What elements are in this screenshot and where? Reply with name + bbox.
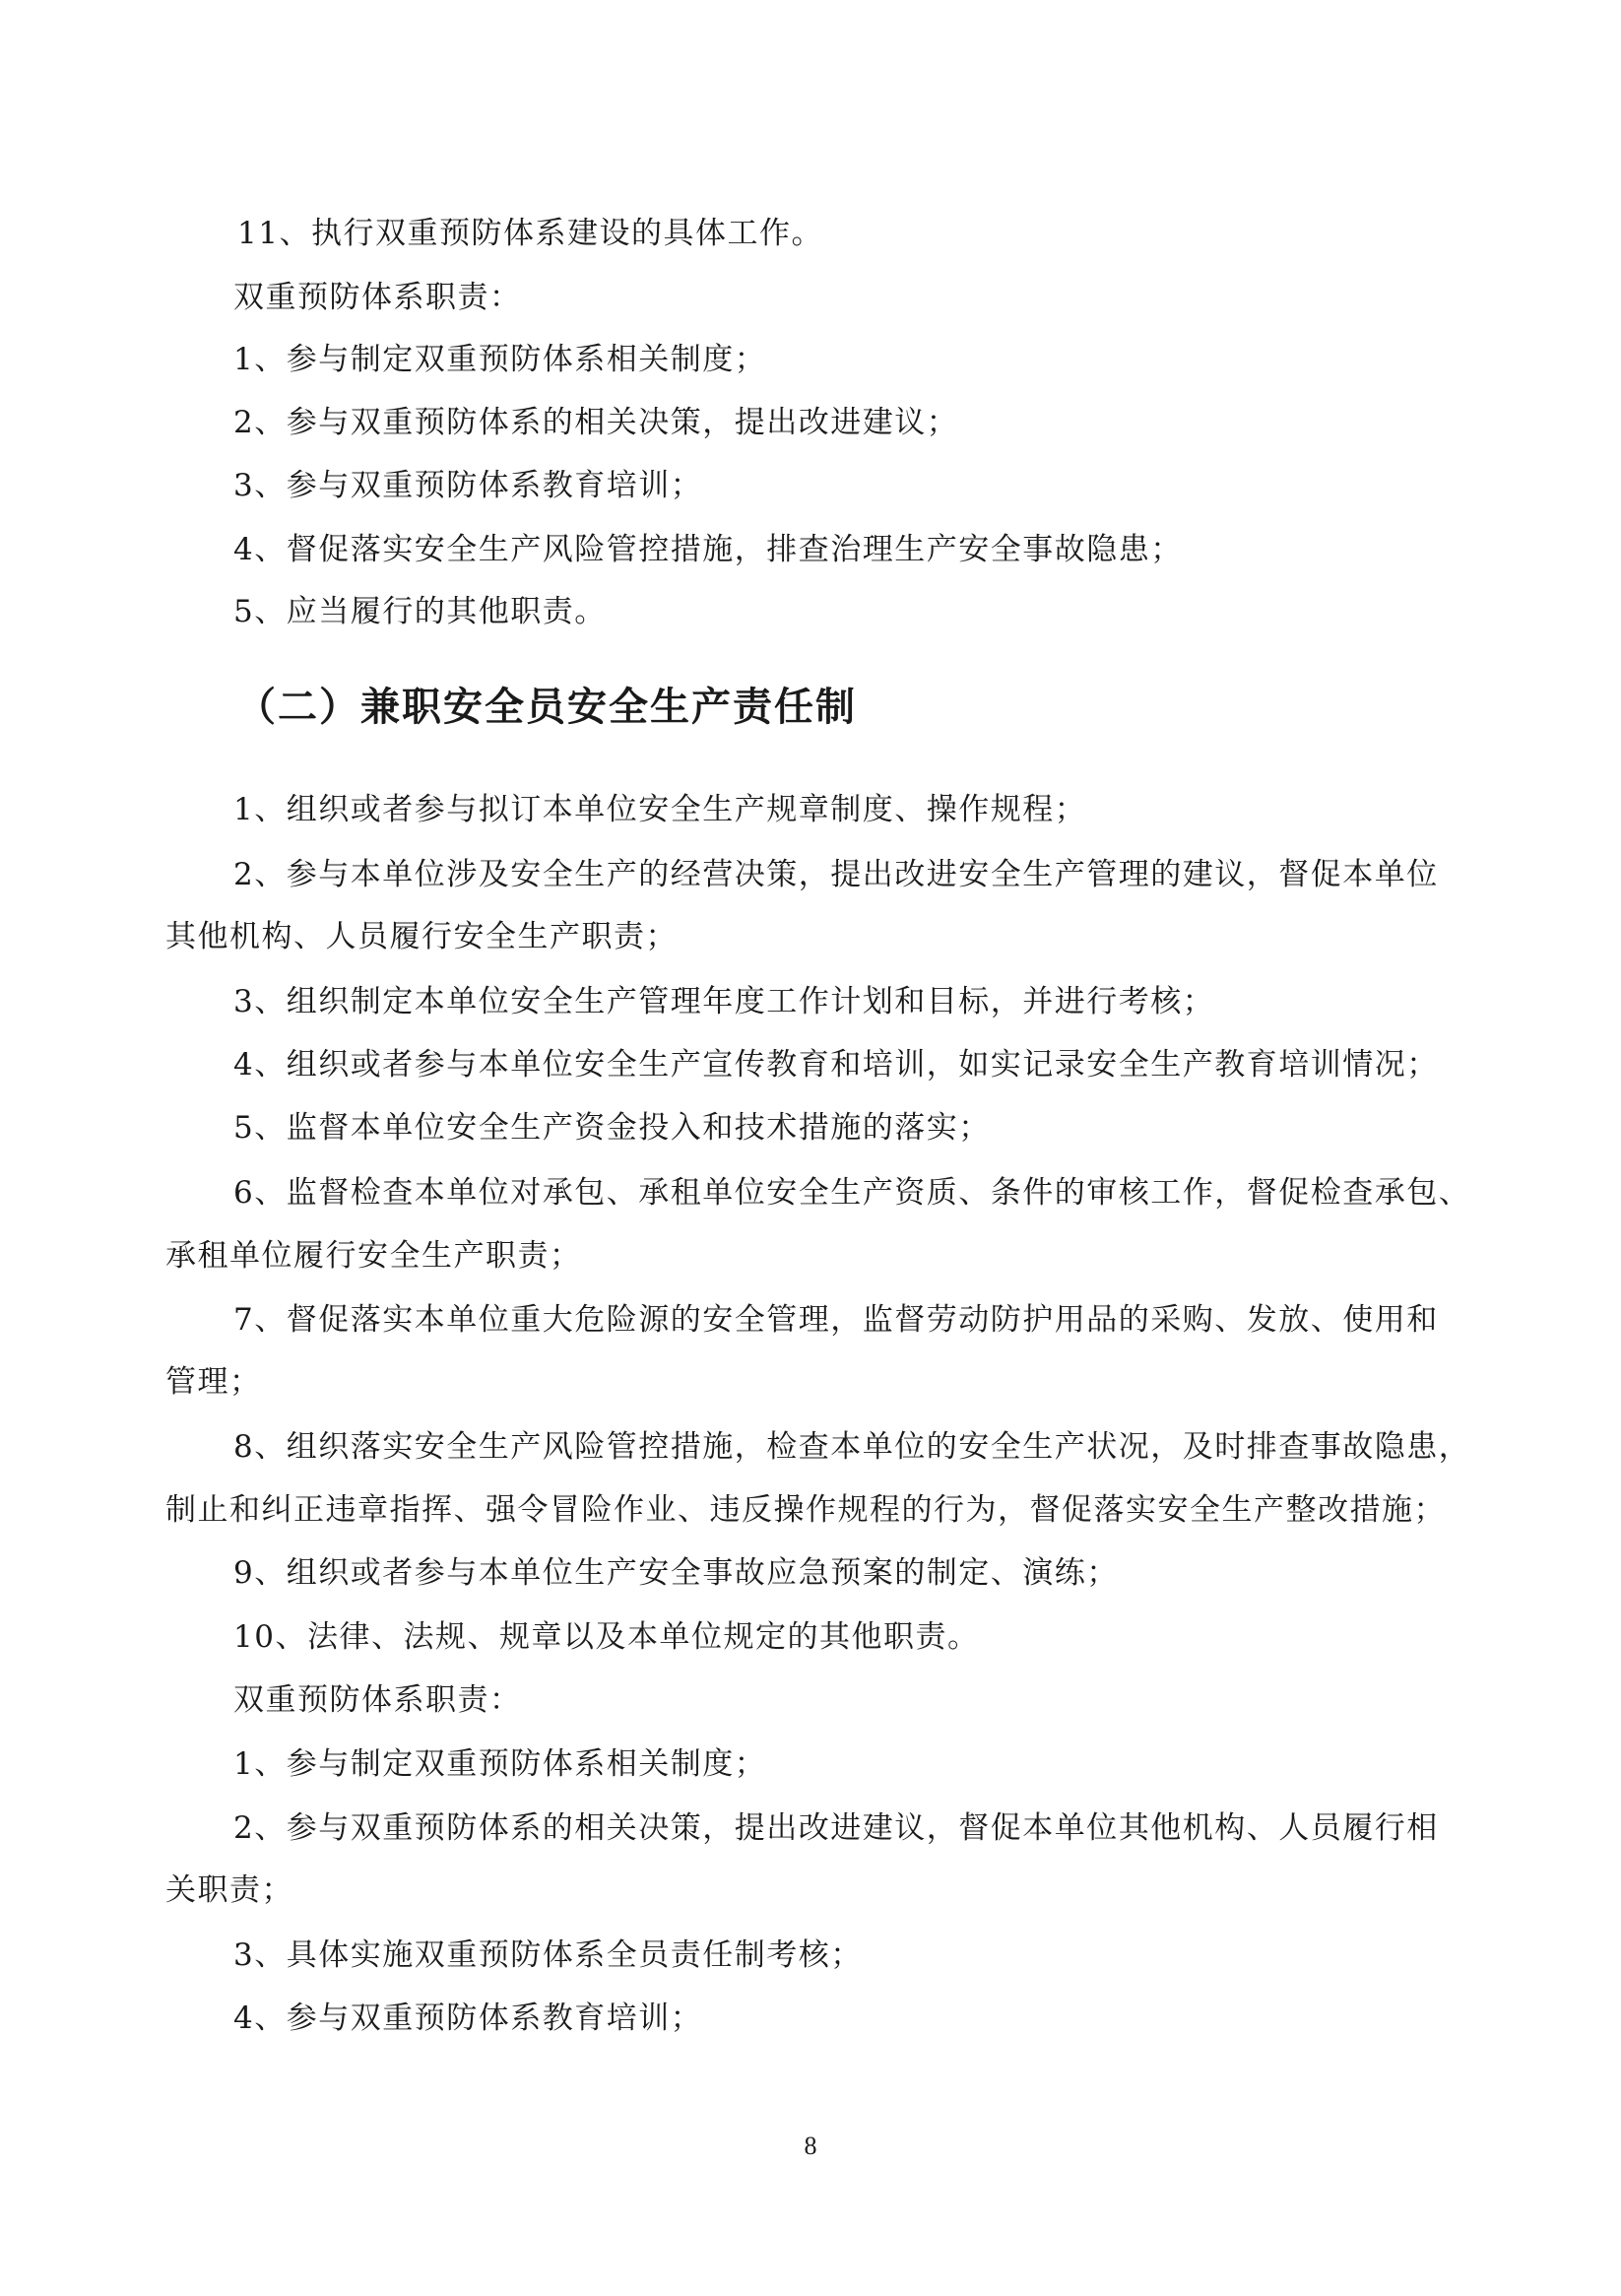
list-item: 2、参与双重预防体系的相关决策，提出改进建议； <box>233 405 959 440</box>
list-item: 3、组织制定本单位安全生产管理年度工作计划和目标，并进行考核； <box>233 984 1215 1019</box>
list-item: 2、参与本单位涉及安全生产的经营决策，提出改进安全生产管理的建议，督促本单位 <box>233 857 1439 892</box>
list-item: 2、参与双重预防体系的相关决策，提出改进建议，督促本单位其他机构、人员履行相 <box>233 1810 1439 1846</box>
page-number: 8 <box>804 2132 817 2160</box>
list-item: 4、参与双重预防体系教育培训； <box>233 2001 703 2036</box>
list-item: 1、组织或者参与拟订本单位安全生产规章制度、操作规程； <box>233 792 1087 827</box>
list-item: 1、参与制定双重预防体系相关制度； <box>233 342 767 377</box>
dual-duties-label: 双重预防体系职责： <box>233 280 522 315</box>
list-item: 4、组织或者参与本单位安全生产宣传教育和培训，如实记录安全生产教育培训情况； <box>233 1047 1439 1082</box>
list-item: 3、参与双重预防体系教育培训； <box>233 468 703 503</box>
list-item: 5、应当履行的其他职责。 <box>233 594 607 629</box>
list-item: 9、组织或者参与本单位生产安全事故应急预案的制定、演练； <box>233 1555 1119 1591</box>
list-item: 6、监督检查本单位对承包、承租单位安全生产资质、条件的审核工作，督促检查承包、 <box>233 1175 1471 1211</box>
list-item: 3、具体实施双重预防体系全员责任制考核； <box>233 1937 863 1973</box>
list-item: 4、督促落实安全生产风险管控措施，排查治理生产安全事故隐患； <box>233 532 1183 567</box>
list-item: 1、参与制定双重预防体系相关制度； <box>233 1746 767 1782</box>
section-heading: （二）兼职安全员安全生产责任制 <box>236 685 857 730</box>
list-item-continuation: 制止和纠正违章指挥、强令冒险作业、违反操作规程的行为，督促落实安全生产整改措施； <box>165 1492 1446 1528</box>
list-item: 8、组织落实安全生产风险管控措施，检查本单位的安全生产状况，及时排查事故隐患， <box>233 1429 1471 1465</box>
list-item-continuation: 其他机构、人员履行安全生产职责； <box>165 919 678 954</box>
list-item: 5、监督本单位安全生产资金投入和技术措施的落实； <box>233 1110 991 1146</box>
list-item: 7、督促落实本单位重大危险源的安全管理，监督劳动防护用品的采购、发放、使用和 <box>233 1302 1439 1338</box>
dual-duties-label: 双重预防体系职责： <box>233 1682 522 1718</box>
list-item-continuation: 承租单位履行安全生产职责； <box>165 1238 582 1274</box>
list-item-continuation: 关职责； <box>165 1872 293 1908</box>
list-item: 10、法律、法规、规章以及本单位规定的其他职责。 <box>233 1619 980 1655</box>
list-item-continuation: 管理； <box>165 1364 262 1400</box>
paragraph-item-11: 11、执行双重预防体系建设的具体工作。 <box>237 216 823 251</box>
